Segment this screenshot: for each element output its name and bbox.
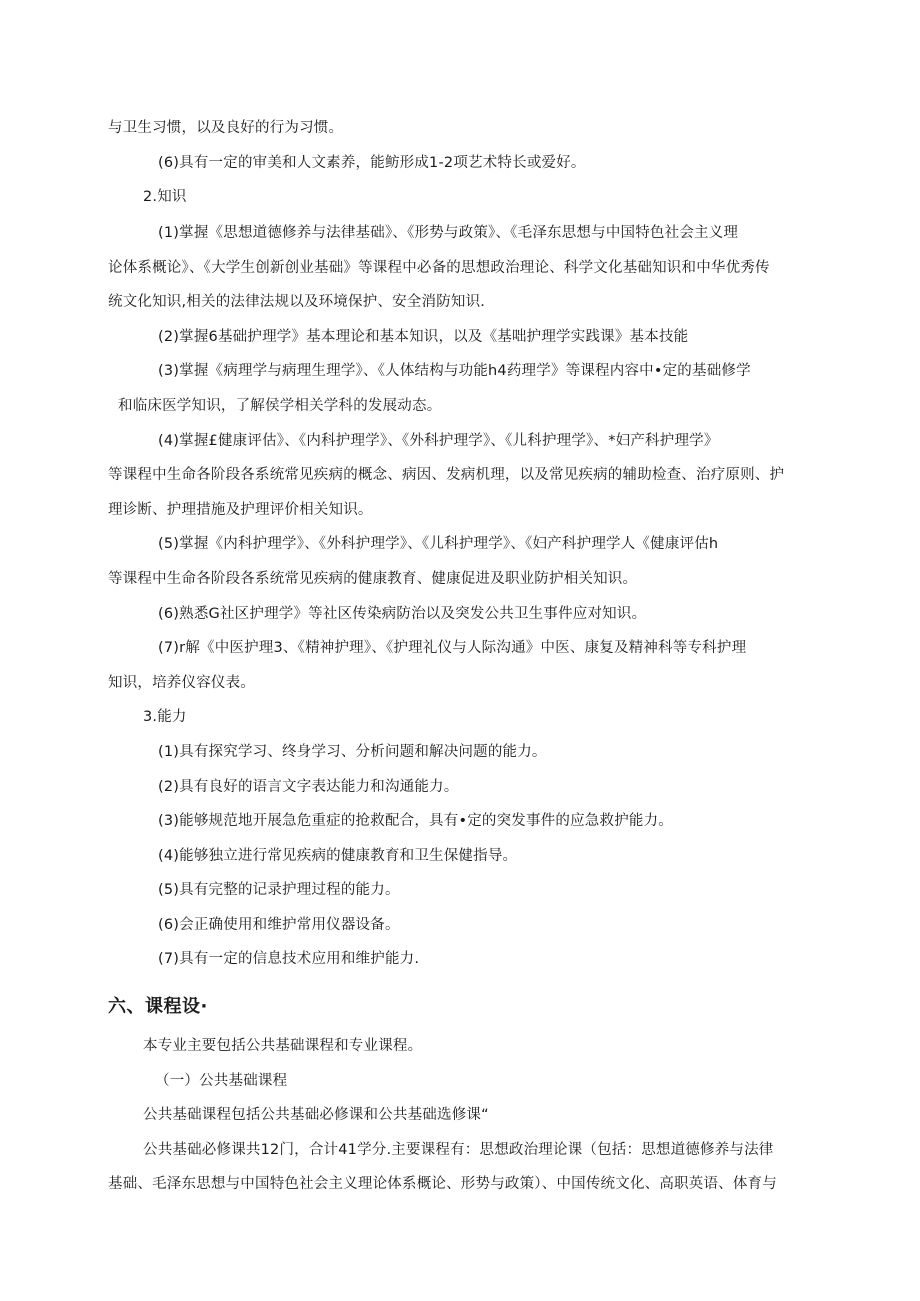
text-line: 等课程中生命各阶段各系统常见疾病的健康教育、健康促进及职业防护相关知识。: [108, 571, 638, 587]
text-line: 基础、毛泽东思想与中国特色社会主义理论体系概论、形势与政策）、中国传统文化、高职英语、体育与: [108, 1176, 777, 1192]
text-line: (2)掌握6基础护理学》基本理论和基本知识，以及《基咄护理学实践课》基本技能: [158, 329, 689, 345]
text-line: 与卫生习惯，以及良好的行为习惯。: [108, 120, 344, 136]
text-line: 公共基础课程包括公共基础必修课和公共基础选修课“: [143, 1107, 489, 1123]
text-line: 公共基础必修课共12门，合计41学分.主要课程有：思想政治理论课（包括：思想道德修养与法律: [143, 1142, 774, 1158]
text-line: (6)熟悉G社区护理学》等社区传染病防治以及突发公共卫生事件应对知识。: [158, 606, 647, 622]
subsection-title: 2.知识: [143, 189, 187, 205]
subsection-title: 3.能力: [143, 709, 187, 725]
text-line: 理诊断、护理措施及护理评价相关知识。: [108, 502, 373, 518]
text-line: 论体系概论》、《大学生创新创业基础》等课程中必备的思想政治理论、科学文化基础知识和中华优秀传: [108, 260, 770, 276]
text-line: (4)能够独立进行常见疾病的健康教育和卫生保健指导。: [158, 848, 518, 864]
text-line: 知识，培养仪容仪表。: [108, 675, 255, 691]
text-line: 和临床医学知识，了解侯学相关学科的发展动态。: [118, 398, 442, 414]
text-line: (1)掌握《思想道德修养与法律基础》、《形势与政策》、《毛泽东思想与中国特色社会主义理: [158, 225, 739, 241]
text-line: (1)具有探究学习、终身学习、分析问题和解决问题的能力。: [158, 744, 547, 760]
text-line: 统文化知识,相关的法律法规以及环境保护、安全消防知识.: [108, 294, 486, 310]
text-line: (3)能够规范地开展急危重症的抢救配合，具有•定的突发事件的应急救护能力。: [158, 813, 673, 829]
text-line: (6)会正确使用和维护常用仪器设备。: [158, 917, 400, 933]
text-line: (7)r解《中医护理3、《精神护理》、《护理礼仪与人际沟通》中医、康复及精神科等专科护理: [158, 640, 747, 656]
text-line: (3)掌握《病理学与病理生理学》、《人体结构与功能h4药理学》等课程内容中•定的基础修学: [158, 363, 751, 379]
text-line: (2)具有良好的语言文字表达能力和沟通能力。: [158, 779, 459, 795]
text-line: (5)具有完整的记录护理过程的能力。: [158, 882, 400, 898]
section-heading: 六、课程设·: [108, 996, 208, 1017]
text-line: (7)具有一定的信息技术应用和维护能力.: [158, 951, 420, 967]
text-line: 等课程中生命各阶段各系统常见疾病的概念、病因、发病机理，以及常见疾病的辅助检查、治疗原则、护: [108, 467, 785, 483]
text-line: (4)掌握£健康评估》、《内科护理学》、《外科护理学》、《儿科护理学》、*妇产科护理学》: [158, 433, 719, 449]
subsection-title: （一）公共基础课程: [155, 1073, 288, 1089]
text-line: 本专业主要包括公共基础课程和专业课程。: [143, 1038, 423, 1054]
text-line: (6)具有一定的审美和人文素养，能鲂形成1-2项艺术特长或爱好。: [158, 155, 586, 171]
text-line: (5)掌握《内科护理学》、《外科护理学》、《儿科护理学》、《妇产科护理学人《健康评估h: [158, 536, 719, 552]
